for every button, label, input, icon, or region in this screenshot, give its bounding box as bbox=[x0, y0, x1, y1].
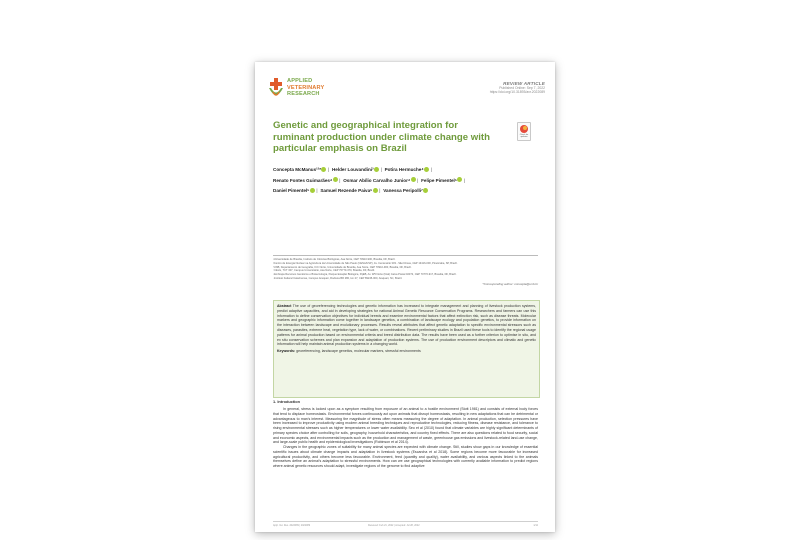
affiliation: ²Centro de Energia Nuclear na Agricultura da Universidade de São Paulo (CENA/USP), Av. Centenário 303 - São Dimas, CEP 13416-000, Piracicaba, SP, Brazil. bbox=[273, 261, 458, 265]
check-for-updates-icon-accent bbox=[523, 126, 527, 130]
doi-link[interactable]: https://doi.org/10.31893/avr.2022089 bbox=[489, 90, 545, 95]
abstract-label: Abstract bbox=[277, 304, 292, 308]
author-separator: | bbox=[316, 188, 318, 194]
page-footer bbox=[273, 521, 538, 527]
article-title: Genetic and geographical integration for ruminant production under climate change with particular emphasis on Brazil bbox=[273, 120, 490, 155]
orcid-icon[interactable] bbox=[457, 177, 462, 182]
author-name[interactable]: Daniel Pimentel⁵ bbox=[273, 188, 310, 194]
author-name[interactable]: Vanessa Peripolli⁷ bbox=[383, 188, 423, 194]
orcid-icon[interactable] bbox=[321, 167, 326, 172]
introduction-body bbox=[273, 407, 538, 515]
journal-logo-icon bbox=[267, 78, 285, 100]
check-for-updates-badge[interactable] bbox=[517, 122, 531, 141]
affiliations bbox=[273, 258, 538, 281]
author-separator: | bbox=[379, 188, 381, 194]
abstract-box bbox=[273, 300, 540, 398]
article-meta bbox=[490, 81, 545, 95]
footer-citation: Appl. Vet. Res. 2022089 | 2022089 bbox=[273, 523, 311, 527]
author-name[interactable]: Osmar Abílio Carvalho Junior⁴ bbox=[343, 177, 411, 183]
orcid-icon[interactable] bbox=[411, 177, 419, 183]
journal-name-line-1: APPLIED bbox=[287, 78, 313, 84]
orcid-icon[interactable] bbox=[423, 188, 428, 193]
footer-page-number: 1/12 bbox=[533, 523, 538, 527]
article-page bbox=[255, 62, 555, 532]
author-list bbox=[273, 165, 538, 197]
affiliation: ³UNB, Departamento de Geografia, ICC Norte, Universidade de Brasília, Asa Norte, CEP 70910-900, Brasília, DF, Brazil. bbox=[273, 265, 412, 269]
affiliation: ⁷Instituto Federal Catarinense, Campus Araquari, Rodovia BR 280, km 27, CEP 89245-000, Araquari, SC, Brazil. bbox=[273, 276, 403, 280]
body-paragraph: Changes in the geographic zones of suitability for many animal species are expected with climate change. Still, studies show gaps in our knowledge of essential scientific issues about climate change impacts and adaptation in livestock systems (Escarcha et al 2018). Some regions become more favourable for increased agricultural productivity, and others become less favourable. Environment, feed (quantity and quality), water availability, and various aspects linked to the animals themselves define an animal's adaptation to stressful environments. How can we use geographical technologies with currently available information to predict regions where animal genetic resources should adapt, investigate regions of the genome to find adaptive bbox=[273, 445, 538, 468]
journal-logo bbox=[267, 76, 357, 102]
keywords-text: georeferencing, landscape genetics, molecular markers, stressful environments bbox=[296, 349, 421, 354]
orcid-icon[interactable] bbox=[310, 188, 318, 194]
author-name[interactable]: Renato Fontes Guimarães⁴ bbox=[273, 177, 333, 183]
author-name[interactable]: Samuel Rezende Paiva⁶ bbox=[320, 188, 373, 194]
orcid-icon[interactable] bbox=[333, 177, 341, 183]
affiliation: ⁵Embrapa Recursos Genéticos e Biotecnologia, Parque Estação Biológica, PqEB, Av. W5 Norte (final) Caixa Postal 02372, CEP 70770-917, Brasília, DF, Brazil. bbox=[273, 273, 457, 277]
affiliation: ⁴CELG, TCT 307, Campus Universitário, Asa Norte, CEP 70770-370, Brasília, DF, Brazil. bbox=[273, 269, 375, 273]
author-name[interactable]: Felipe Pimentel⁵ bbox=[421, 177, 457, 183]
author-separator: | bbox=[327, 167, 330, 172]
orcid-icon[interactable] bbox=[373, 188, 381, 194]
abstract-paragraph bbox=[277, 304, 536, 347]
journal-name-line-2: VETERINARY bbox=[287, 84, 325, 91]
keywords-label: Keywords: bbox=[277, 349, 296, 354]
author-separator: | bbox=[417, 177, 419, 183]
author-separator: | bbox=[380, 167, 382, 172]
journal-name bbox=[287, 78, 357, 98]
affiliations-divider bbox=[273, 255, 538, 256]
body-paragraph: In general, stress is looked upon as a symptom resulting from exposure of an animal to a hostile environment (Stott 1981) and consists of external body forces that tend to displace homeostasis. Environmental forces continuously act upon animals that disrupt homeostasis, resulting in new adaptations that can be detrimental or advantageous to man's interest. Measuring the magnitude of stress often means measuring the degree of adaptation. In animal production, selection pressures have been increased to improve productivity using modern animal breeding techniques and reproductive technologies, reducing fitness, disease resistance, and tolerance to rising environmental stresses such as higher temperatures or lower water availability. Seo et al (2010) found that climate variables are highly significant determinants of primary species choice after controlling for soils, geography, household characteristics, and country fixed effects. There are also questions related to food security, social and economic aspects, and environmental impacts such as the production and management of waste, greenhouse gas emissions and livestock-related land-use change, and large-scale public health and epidemiological investigations (Robinson et al 2014). bbox=[273, 407, 538, 445]
author-separator: | bbox=[430, 167, 432, 172]
affiliation: ¹Universidade de Brasília, Instituto de Ciências Biológicas, Asa Norte, CEP 70910-900, Brasília, DF, Brazil. bbox=[273, 258, 396, 261]
orcid-icon[interactable] bbox=[374, 167, 379, 172]
section-heading: 1. Introduction bbox=[273, 399, 301, 404]
journal-name-line-3: RESEARCH bbox=[287, 91, 320, 98]
author-line-2 bbox=[273, 176, 538, 187]
published-date: Published Online: Sep 7, 2022 bbox=[499, 86, 545, 90]
keywords bbox=[277, 349, 536, 354]
corresponding-author: *Corresponding author: concepta@unb.br bbox=[482, 282, 538, 286]
check-for-updates-label: Check for updates bbox=[519, 134, 529, 139]
author-name[interactable]: Concepta McManus¹²* bbox=[273, 167, 321, 172]
orcid-icon[interactable] bbox=[424, 167, 429, 172]
author-name[interactable]: Helder Louvandini³ bbox=[331, 167, 374, 172]
abstract-text: The use of georeferencing technologies and genetic information has increased to integrate management and planning of livestock production systems, predict adaptive capacities, and aid in developing strategies for national Animal Genetic Resource Conservation Programs. Researchers and farmers can use this information to define conservation objectives for individual breeds and examine environmental factors that affect extinction risk, such as disease threats. Molecular markers and geographic information come together in landscape genetics, a combination of landscape ecology and population genetics, to provide information on the interaction between landscape and evolutionary processes. Results reveal attributes that affect genetic adaptation to specific environmental stressors such as diseases, parasites, extreme heat, vegetation type, lack of water, or combinations. Recent preliminary studies in Brazil used these tools to identify the regional usage patterns for animal production based on environmental criteria and breed distribution data. The results have been used as a further criterion to optimise in situ, and ex situ conservation schemes and plan expansion and adaptation of production systems. The use of production environment descriptors and climatic and genetic information will help maintain animal production systems in a changing world. bbox=[277, 304, 536, 347]
author-name[interactable]: Potira Hermuche⁴ bbox=[384, 167, 424, 172]
author-separator: | bbox=[339, 177, 341, 183]
author-line-1 bbox=[273, 165, 538, 176]
footer-dates: Received: Feb 21, 2022 | Accepted: Jul 28, 2022 bbox=[368, 523, 420, 527]
author-separator: | bbox=[463, 177, 466, 183]
author-line-3 bbox=[273, 186, 538, 197]
article-type: REVIEW ARTICLE bbox=[503, 81, 545, 86]
